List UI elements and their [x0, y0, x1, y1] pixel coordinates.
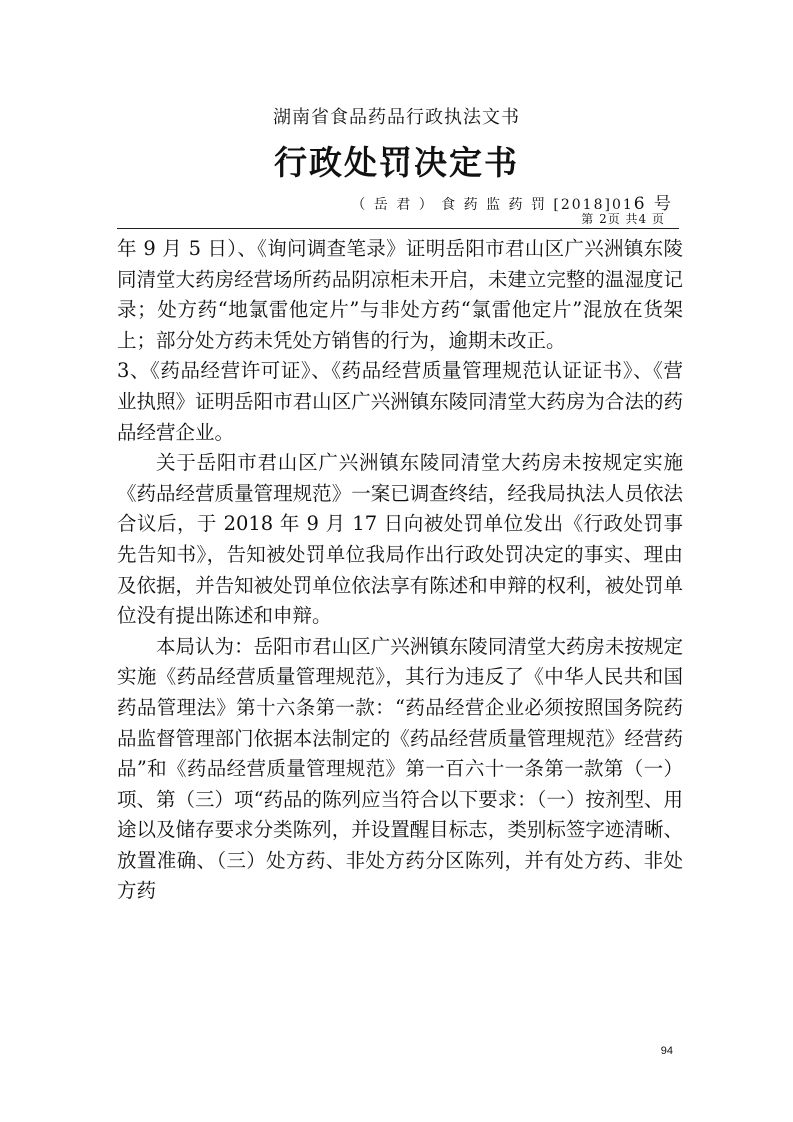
body-paragraph: 本局认为：岳阳市君山区广兴洲镇东陵同清堂大药房未按规定实施《药品经营质量管理规范》，其行为违反了《中华人民共和国药品管理法》第十六条第一款：“药品经营企业必须按照国务院药品监督管理部门依据本法制定的《药品经营质量管理规范》经营药品”和《药品经营质量管理规范》第一百六十一条第一款第（一）项、第（三）项“药品的陈列应当符合以下要求：（一）按剂型、用途以及储存要求分类陈列，并设置醒目标志，类别标签字迹清晰、放置准确、（三）处方药、非处方药分区陈列，并有处方药、非处方药	[117, 634, 683, 903]
document-number-tail: 号	[646, 194, 673, 214]
body-paragraph: 关于岳阳市君山区广兴洲镇东陵同清堂大药房未按规定实施《药品经营质量管理规范》一案已调查终结，经我局执法人员依法合议后，于 2018 年 9 月 17 日向被处罚单位发出《行政处罚事先告知书》，告知被处罚单位我局作出行政处罚决定的事实、理由及依据，并告知被处罚单位依法享有陈述和申辩的权利，被处罚单位没有提出陈述和申辩。	[117, 451, 683, 628]
body-paragraph: 年 9 月 5 日）、《询问调查笔录》证明岳阳市君山区广兴洲镇东陵同清堂大药房经营场所药品阴凉柜未开启，未建立完整的温湿度记录；处方药“地氯雷他定片”与非处方药“氯雷他定片”混放在货架上；部分处方药未凭处方销售的行为，逾期未改正。	[117, 237, 683, 352]
document-body	[117, 234, 683, 907]
page-count-info: 第 2页 共4 页	[581, 212, 665, 226]
document-number-digit: 6	[633, 194, 647, 214]
header-divider	[117, 228, 679, 229]
document-number-prefix: （ 岳 君 ） 食 药 监 药 罚 [2018]01	[351, 197, 634, 213]
issuing-authority: 湖南省食品药品行政执法文书	[273, 107, 520, 128]
body-paragraph: 3、《药品经营许可证》、《药品经营质量管理规范认证证书》、《营业执照》证明岳阳市君山区广兴洲镇东陵同清堂大药房为合法的药品经营企业。	[117, 359, 683, 444]
page-number: 94	[660, 1045, 673, 1057]
document-title: 行政处罚决定书	[274, 143, 519, 182]
